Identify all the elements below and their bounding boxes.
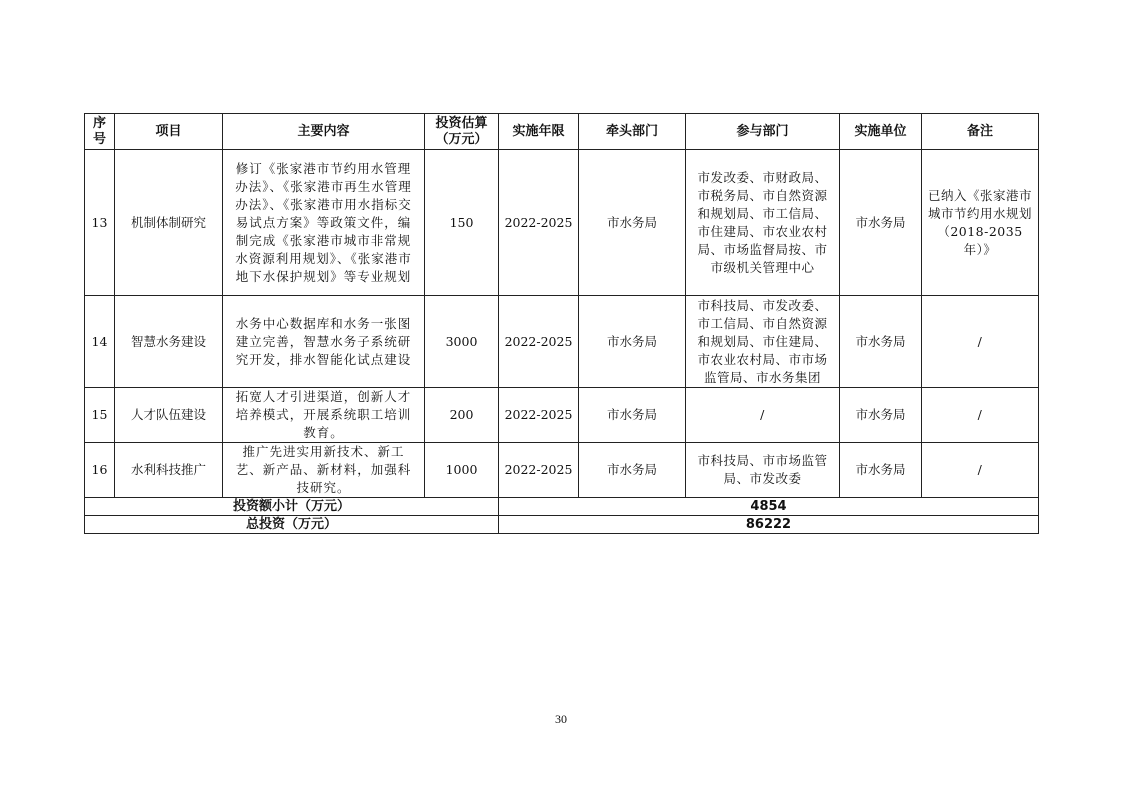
- cell-project: 水利科技推广: [115, 443, 223, 498]
- cell-participants: 市科技局、市发改委、市工信局、市自然资源和规划局、市住建局、市农业农村局、市市场监管局、市水务集团: [686, 296, 840, 388]
- cell-unit: 市水务局: [840, 443, 922, 498]
- table-row: [85, 296, 1039, 388]
- header-seq-line-1: 序: [92, 115, 106, 131]
- cell-project: 智慧水务建设: [115, 296, 223, 388]
- header-investment-line-1: 投资估算: [435, 115, 488, 131]
- subtotal-label: 投资额小计（万元）: [85, 498, 499, 516]
- cell-content: 拓宽人才引进渠道，创新人才培养模式，开展系统职工培训教育。: [223, 388, 425, 443]
- header-content: 主要内容: [223, 114, 425, 150]
- cell-participants: 市发改委、市财政局、市税务局、市自然资源和规划局、市工信局、市住建局、市农业农村局、市场监督局按、市市级机关管理中心: [686, 150, 840, 296]
- cell-lead: 市水务局: [579, 150, 686, 296]
- cell-lead: 市水务局: [579, 296, 686, 388]
- cell-note: 已纳入《张家港市城市节约用水规划（2018-2035年）》: [922, 150, 1039, 296]
- cell-note: /: [922, 296, 1039, 388]
- cell-project: 人才队伍建设: [115, 388, 223, 443]
- cell-investment: 3000: [425, 296, 499, 388]
- cell-content: 推广先进实用新技术、新工艺、新产品、新材料，加强科技研究。: [223, 443, 425, 498]
- header-period: 实施年限: [499, 114, 579, 150]
- cell-content: 水务中心数据库和水务一张图建立完善，智慧水务子系统研究开发，排水智能化试点建设: [223, 296, 425, 388]
- header-unit: 实施单位: [840, 114, 922, 150]
- cell-unit: 市水务局: [840, 388, 922, 443]
- cell-lead: 市水务局: [579, 443, 686, 498]
- table-header-row: [85, 114, 1039, 150]
- header-project: 项目: [115, 114, 223, 150]
- cell-seq: 15: [85, 388, 115, 443]
- cell-period: 2022-2025: [499, 296, 579, 388]
- header-note: 备注: [922, 114, 1039, 150]
- cell-note: /: [922, 443, 1039, 498]
- total-value: 86222: [499, 516, 1039, 534]
- cell-seq: 14: [85, 296, 115, 388]
- cell-participants: 市科技局、市市场监管局、市发改委: [686, 443, 840, 498]
- header-seq-line-2: 号: [92, 131, 106, 147]
- header-participants: 参与部门: [686, 114, 840, 150]
- cell-period: 2022-2025: [499, 443, 579, 498]
- cell-investment: 200: [425, 388, 499, 443]
- cell-investment: 150: [425, 150, 499, 296]
- total-label: 总投资（万元）: [85, 516, 499, 534]
- cell-unit: 市水务局: [840, 150, 922, 296]
- table-row: [85, 150, 1039, 296]
- cell-investment: 1000: [425, 443, 499, 498]
- header-investment: [425, 114, 499, 150]
- table-row: [85, 388, 1039, 443]
- table-row: [85, 443, 1039, 498]
- total-row: [85, 516, 1039, 534]
- header-investment-line-2: （万元）: [435, 131, 488, 147]
- cell-seq: 16: [85, 443, 115, 498]
- cell-participants: /: [686, 388, 840, 443]
- cell-seq: 13: [85, 150, 115, 296]
- header-seq: [85, 114, 115, 150]
- cell-project: 机制体制研究: [115, 150, 223, 296]
- cell-period: 2022-2025: [499, 388, 579, 443]
- cell-note: /: [922, 388, 1039, 443]
- investment-table: [84, 113, 1039, 534]
- cell-unit: 市水务局: [840, 296, 922, 388]
- subtotal-value: 4854: [499, 498, 1039, 516]
- cell-period: 2022-2025: [499, 150, 579, 296]
- page-number: 30: [555, 712, 567, 726]
- subtotal-row: [85, 498, 1039, 516]
- cell-content: 修订《张家港市节约用水管理办法》、《张家港市再生水管理办法》、《张家港市用水指标交易试点方案》等政策文件，编制完成《张家港市城市非常规水资源利用规划》、《张家港市地下水保护规划》等专业规划: [223, 150, 425, 296]
- cell-lead: 市水务局: [579, 388, 686, 443]
- header-lead: 牵头部门: [579, 114, 686, 150]
